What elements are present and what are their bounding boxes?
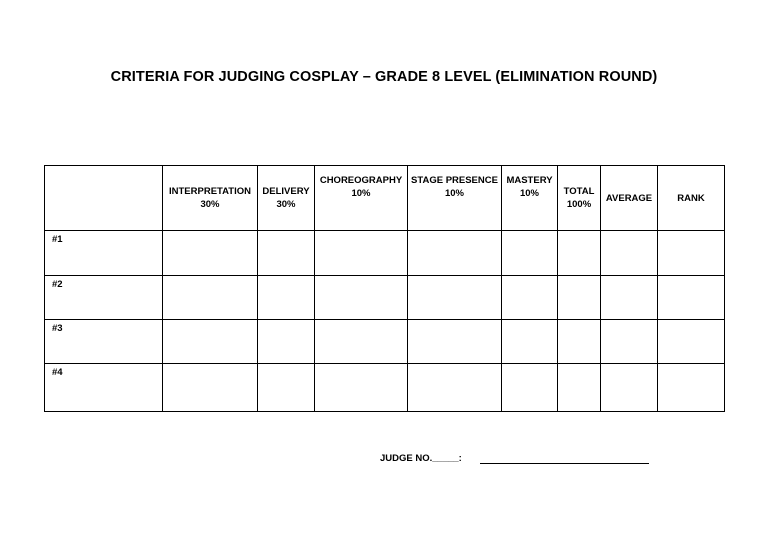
table-row xyxy=(45,276,725,320)
judging-criteria-table xyxy=(44,165,725,412)
row-label-cell xyxy=(45,276,163,320)
score-cell[interactable] xyxy=(408,364,502,412)
score-cell[interactable] xyxy=(502,364,558,412)
score-cell[interactable] xyxy=(658,320,725,364)
header-row xyxy=(45,166,725,231)
page-title: CRITERIA FOR JUDGING COSPLAY – GRADE 8 LEVEL (ELIMINATION ROUND) xyxy=(110,69,658,85)
judge-signature-line[interactable] xyxy=(480,463,649,464)
row-label-cell xyxy=(45,320,163,364)
score-cell[interactable] xyxy=(558,231,601,276)
score-cell[interactable] xyxy=(658,276,725,320)
header-blank xyxy=(45,166,163,231)
score-cell[interactable] xyxy=(558,320,601,364)
header-rank xyxy=(658,166,725,231)
header-label: AVERAGE xyxy=(605,192,653,204)
header-stage-presence xyxy=(408,166,502,231)
score-cell[interactable] xyxy=(601,276,658,320)
header-delivery xyxy=(258,166,315,231)
score-cell[interactable] xyxy=(558,364,601,412)
header-weight: 10% xyxy=(519,188,539,199)
score-cell[interactable] xyxy=(408,276,502,320)
header-label: MASTERY xyxy=(506,175,553,186)
header-label: STAGE PRESENCE xyxy=(411,175,498,186)
score-cell[interactable] xyxy=(601,364,658,412)
score-cell[interactable] xyxy=(558,276,601,320)
score-cell[interactable] xyxy=(258,320,315,364)
header-weight: 30% xyxy=(200,199,220,210)
score-cell[interactable] xyxy=(315,320,408,364)
row-label: #3 xyxy=(52,323,63,334)
score-cell[interactable] xyxy=(502,320,558,364)
score-cell[interactable] xyxy=(408,231,502,276)
header-weight: 100% xyxy=(566,199,592,210)
row-label: #2 xyxy=(52,279,63,290)
score-cell[interactable] xyxy=(163,276,258,320)
header-weight: 30% xyxy=(276,199,296,210)
row-label-cell xyxy=(45,231,163,276)
header-label: RANK xyxy=(677,192,705,204)
score-cell[interactable] xyxy=(258,364,315,412)
score-cell[interactable] xyxy=(163,320,258,364)
score-cell[interactable] xyxy=(258,276,315,320)
table-row xyxy=(45,320,725,364)
header-choreography xyxy=(315,166,408,231)
header-label: CHOREOGRAPHY xyxy=(319,175,403,186)
score-cell[interactable] xyxy=(315,364,408,412)
header-mastery xyxy=(502,166,558,231)
score-cell[interactable] xyxy=(258,231,315,276)
score-cell[interactable] xyxy=(658,231,725,276)
row-label-cell xyxy=(45,364,163,412)
header-total xyxy=(558,166,601,231)
header-label: TOTAL xyxy=(563,186,595,197)
header-label: DELIVERY xyxy=(262,186,310,197)
score-cell[interactable] xyxy=(408,320,502,364)
score-cell[interactable] xyxy=(163,231,258,276)
header-weight: 10% xyxy=(351,188,371,199)
judge-number-label: JUDGE NO._____: xyxy=(380,453,462,464)
header-average xyxy=(601,166,658,231)
score-cell[interactable] xyxy=(315,276,408,320)
score-cell[interactable] xyxy=(163,364,258,412)
score-cell[interactable] xyxy=(601,231,658,276)
header-interpretation xyxy=(163,166,258,231)
table-row xyxy=(45,364,725,412)
table-row xyxy=(45,231,725,276)
header-label: INTERPRETATION xyxy=(169,186,251,197)
score-cell[interactable] xyxy=(315,231,408,276)
score-cell[interactable] xyxy=(502,276,558,320)
score-cell[interactable] xyxy=(502,231,558,276)
header-weight: 10% xyxy=(444,188,464,199)
row-label: #1 xyxy=(52,234,63,245)
score-cell[interactable] xyxy=(601,320,658,364)
row-label: #4 xyxy=(52,367,63,378)
score-cell[interactable] xyxy=(658,364,725,412)
